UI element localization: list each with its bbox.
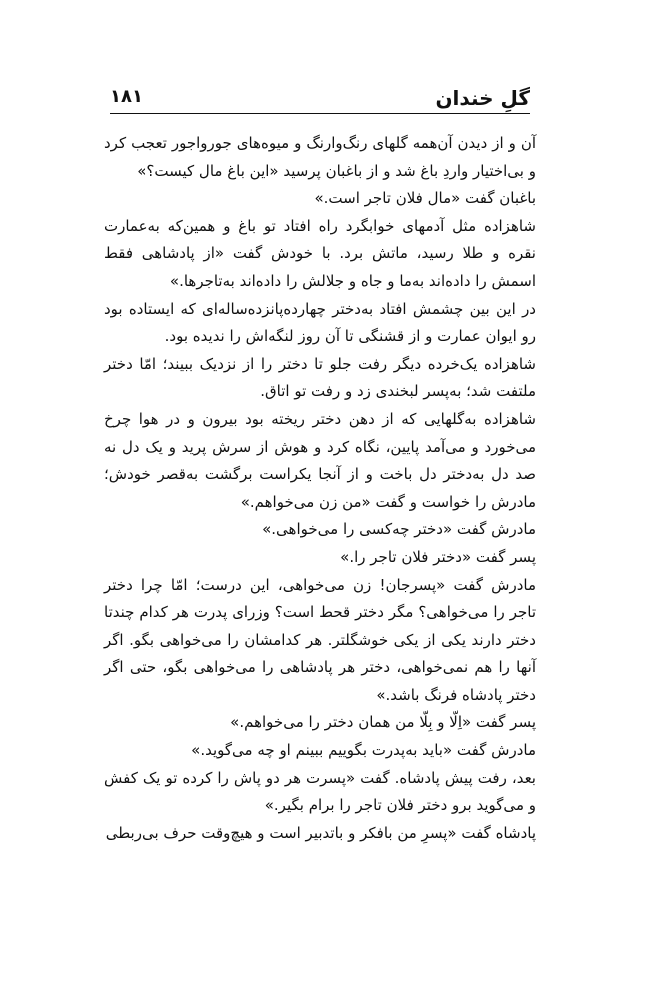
- book-title: گلِ خندان: [435, 86, 530, 110]
- header-rule: [110, 113, 530, 114]
- paragraph: مادرش گفت «دختر چه‌کسی را می‌خواهی.»: [262, 520, 536, 539]
- paragraph: پسر گفت «اِلّا و بِلّا من همان دختر را می‌خواهم.»: [230, 713, 536, 732]
- paragraph: پسر گفت «دختر فلان تاجر را.»: [340, 547, 536, 566]
- paragraph: بعد، رفت پیش پادشاه. گفت «پسرت هر دو پاش را کرده تو یک کفش و می‌گوید برو دختر فلان تاجر را برام بگیر.»: [104, 768, 536, 815]
- paragraph: شاهزاده مثل آدمهای خوابگرد راه افتاد تو باغ و همین‌که به‌عمارت نقره و طلا رسید، ماتش برد. با خودش گفت «از پادشاهی فقط اسمش را داده‌اند به‌ما و جاه و جلالش را داده‌اند به‌تاجرها.»: [104, 216, 536, 290]
- page-number: ۱۸۱: [110, 86, 143, 107]
- paragraph: مادرش گفت «باید به‌پدرت بگوییم ببینم او چه می‌گوید.»: [191, 741, 536, 760]
- paragraph: مادرش گفت «پسرجان! زن می‌خواهی، این درست؛ امّا چرا دختر تاجر را می‌خواهی؟ مگر دختر قحط است؟ وزرای پدرت هر کدام چندتا دختر دارند یکی از یکی خوشگلتر. هر کدامشان را می‌خواهی بگو. اگر آنها را هم نمی‌خواهی، دختر هر پادشاهی را می‌خواهی بگو، حتی اگر دختر پادشاه فرنگ باشد.»: [104, 575, 536, 704]
- running-header: [110, 84, 530, 114]
- paragraph: شاهزاده یک‌خرده دیگر رفت جلو تا دختر را از نزدیک ببیند؛ امّا دختر ملتفت شد؛ به‌پسر لبخندی زد و رفت تو اتاق.: [104, 354, 536, 401]
- paragraph: شاهزاده به‌گلهایی که از دهن دختر ریخته بود بیرون و در هوا چرخ می‌خورد و می‌آمد پایین، نگاه کرد و هوش از سرش پرید و یک دل نه صد دل به‌دختر دل باخت و از آنجا یکراست برگشت به‌قصر خودش؛ مادرش را خواست و گفت «من زن می‌خواهم.»: [104, 409, 536, 511]
- paragraph: باغبان گفت «مال فلان تاجر است.»: [314, 189, 536, 208]
- paragraph: پادشاه گفت «پسرِ من بافکر و باتدبیر است و هیچ‌وقت حرف بی‌ربطی: [105, 823, 536, 842]
- paragraph: در این بین چشمش افتاد به‌دختر چهارده‌پانزده‌ساله‌ای که ایستاده بود رو ایوان عمارت و از قشنگی تا آن روز لنگه‌اش را ندیده بود.: [104, 299, 536, 346]
- paragraph: آن و از دیدن آن‌همه گلهای رنگ‌وارنگ و میوه‌های جوروا‌جور تعجب کرد و بی‌اختیار واردِ باغ شد و از باغبان پرسید «این باغ مال کیست؟»: [104, 134, 536, 180]
- body-text: [104, 130, 536, 847]
